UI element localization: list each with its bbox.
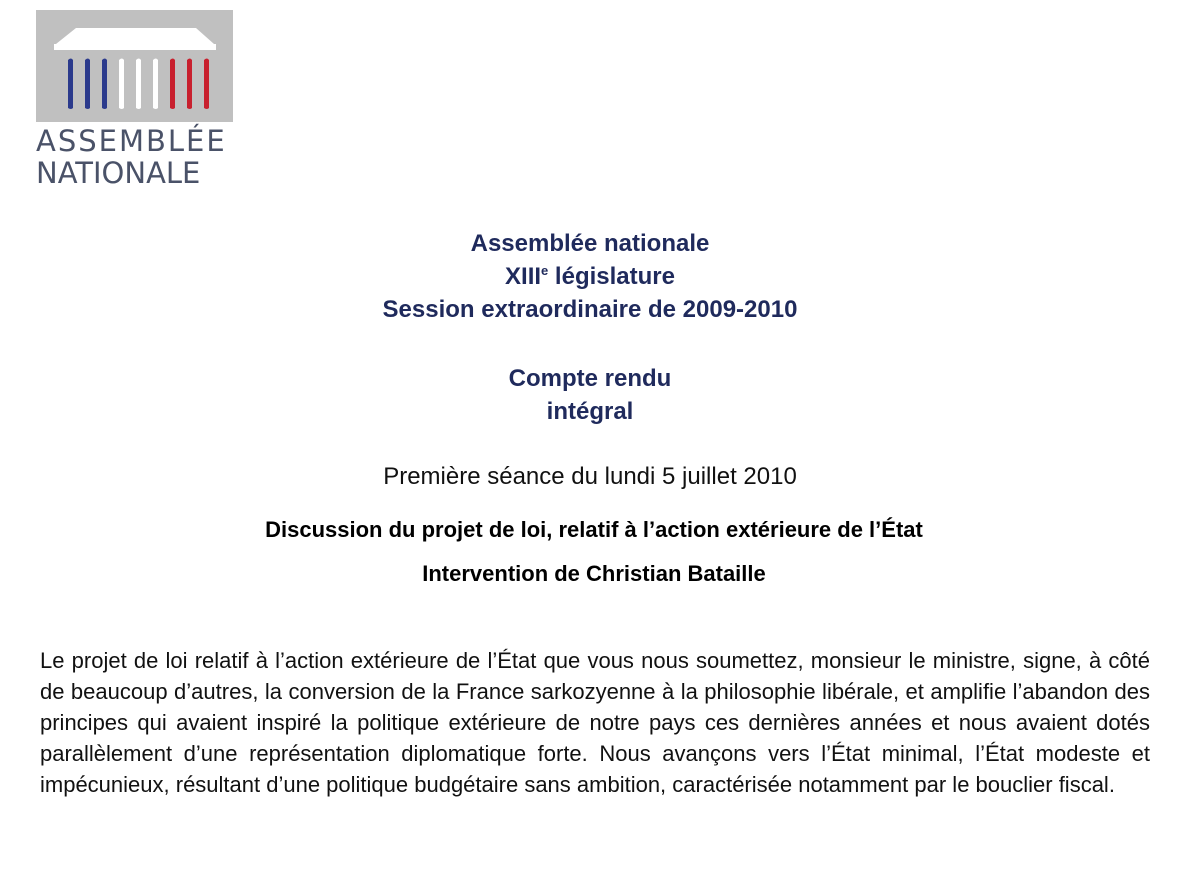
legislature-label: législature — [548, 263, 675, 290]
logo-column-3 — [102, 59, 107, 110]
logo-column-1 — [68, 59, 73, 110]
header-legislature — [0, 260, 1180, 293]
hemicycle-columns-icon — [36, 10, 234, 122]
logo-column-2 — [85, 59, 90, 110]
document-header — [0, 227, 1180, 326]
logo-column-5 — [136, 59, 141, 110]
header-session: Session extraordinaire de 2009-2010 — [382, 296, 798, 323]
discussion-title: Discussion du projet de loi, relatif à l’action extérieure de l’État — [265, 517, 923, 542]
legislature-numeral: XIII — [505, 263, 542, 290]
logo-column-7 — [170, 59, 175, 110]
body-paragraph: Le projet de loi relatif à l’action extérieure de l’État que vous nous soumettez, monsieur le ministre, signe, à côté de beaucoup d’autres, la conversion de la France sarkozyenne à la philosophie libérale, et amplifie l’abandon des principes qui avaient inspiré la politique extérieure de notre pays ces dernières années et nous avaient dotés parallèlement d’une représentation diplomatique forte. Nous avançons vers l’État minimal, l’État modeste et impécunieux, résultant d’une politique budgétaire sans ambition, caractérisée notamment par le bouclier fiscal. — [40, 648, 1150, 797]
report-type — [0, 362, 1180, 428]
legislature-superscript: e — [541, 263, 549, 278]
assemblee-nationale-logo — [36, 10, 234, 188]
report-type-line1: Compte rendu — [508, 365, 672, 392]
logo-column-8 — [187, 59, 192, 110]
seance-date: Première séance du lundi 5 juillet 2010 — [383, 463, 797, 490]
logo-column-4 — [119, 59, 124, 110]
logo-column-6 — [153, 59, 158, 110]
report-type-line2: intégral — [546, 398, 634, 425]
logo-text-assemblee: ASSEMBLÉE — [36, 124, 227, 158]
logo-column-9 — [204, 59, 209, 110]
header-title: Assemblée nationale — [470, 230, 710, 257]
logo-text-nationale: NATIONALE — [36, 156, 201, 190]
intervention-title: Intervention de Christian Bataille — [422, 561, 766, 586]
